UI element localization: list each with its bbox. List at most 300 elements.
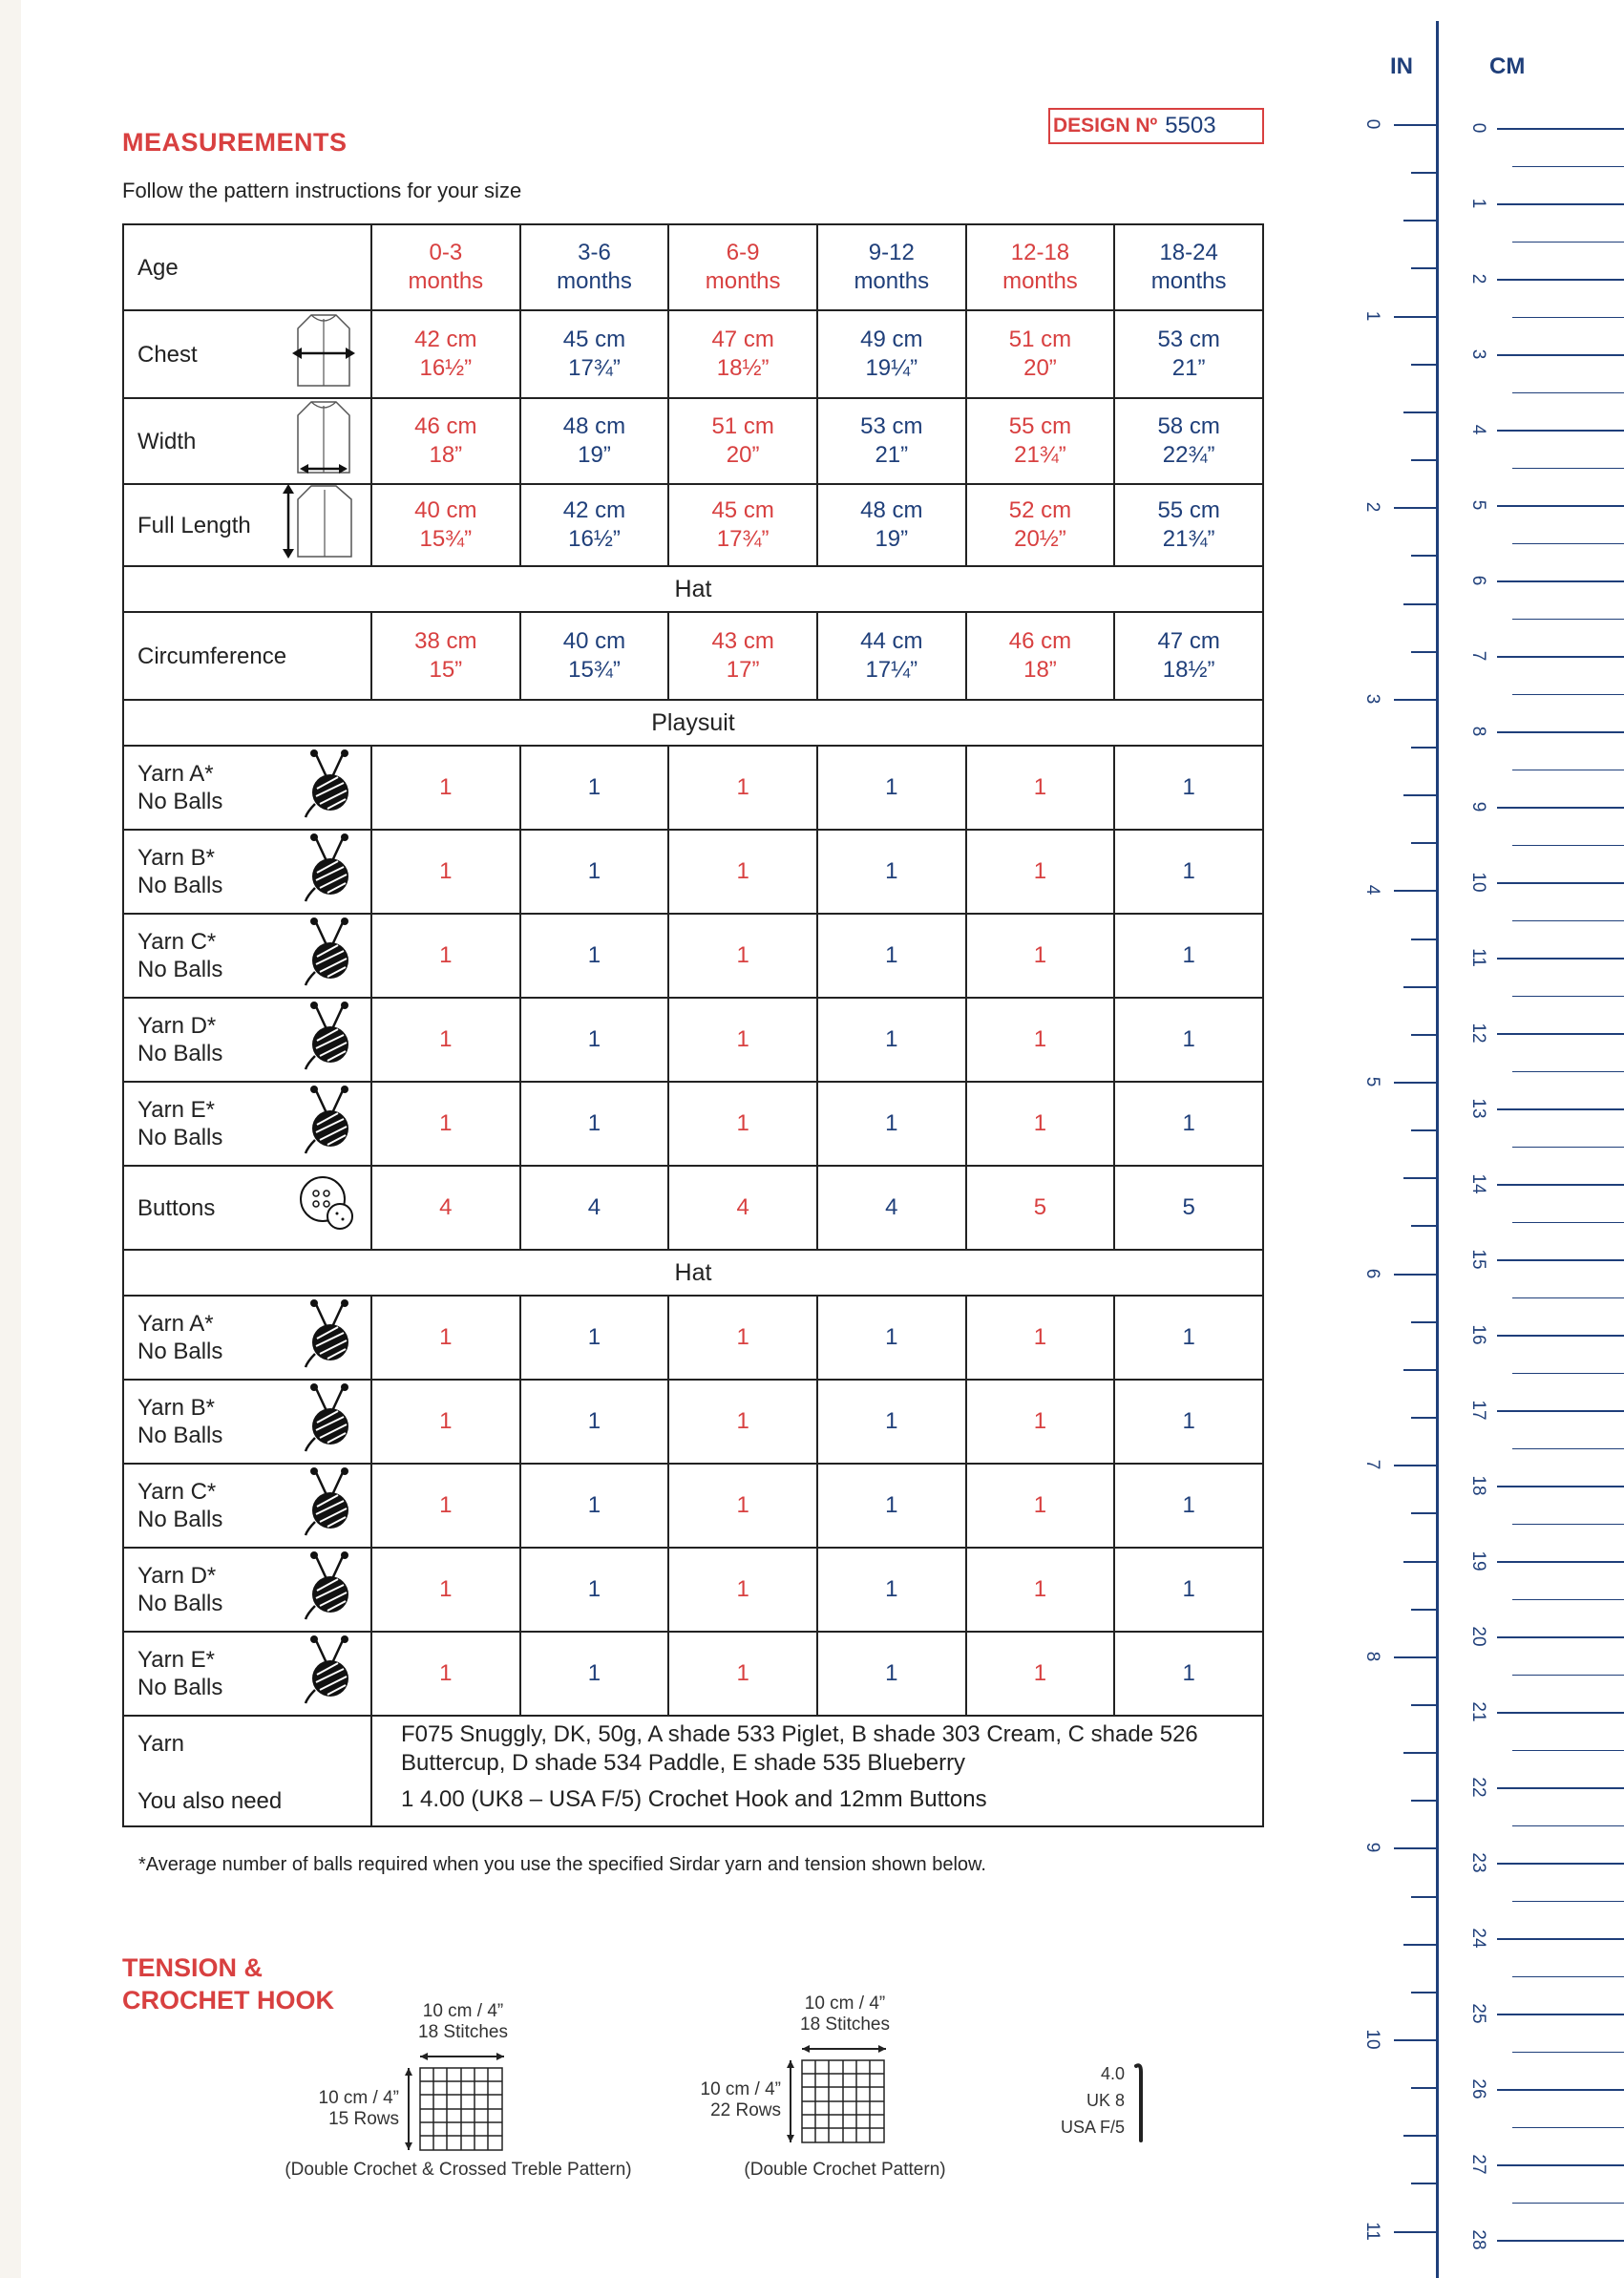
- size-value: 20½”: [1014, 526, 1066, 552]
- size-value: 17¾”: [716, 526, 770, 552]
- yarn-info-row: [123, 1716, 1263, 1826]
- size-value-cell: [817, 398, 966, 484]
- cm-number: 11: [1468, 948, 1488, 967]
- width-measure-icon: [290, 398, 357, 484]
- cm-tick: [1512, 2052, 1624, 2054]
- playsuit-yarn-row: [123, 746, 1263, 830]
- measurements-table: [122, 223, 1264, 1827]
- size-value-cell: [966, 484, 1115, 566]
- row-label: [123, 746, 371, 830]
- inch-number: 5: [1362, 1076, 1382, 1087]
- cm-number: 16: [1468, 1324, 1488, 1345]
- age-size-cell: [520, 224, 669, 310]
- buttons-row: [123, 1166, 1263, 1250]
- cm-number: 24: [1468, 1928, 1488, 1949]
- row-label: [123, 224, 371, 310]
- length-measure-icon: [281, 482, 357, 568]
- size-value-cell: 1: [371, 746, 520, 830]
- cm-tick: [1512, 920, 1624, 922]
- cm-tick: [1512, 1448, 1624, 1450]
- size-value-cell: 1: [1114, 1380, 1263, 1464]
- size-value: 18½”: [1162, 657, 1215, 683]
- size-value-cell: [668, 310, 817, 398]
- yarn-ball-icon: [302, 1382, 357, 1461]
- row-label-text: Yarn A*: [137, 1311, 214, 1337]
- size-value-cell: 1: [1114, 1632, 1263, 1716]
- hat-section-row: [123, 566, 1263, 612]
- cm-tick: [1497, 2240, 1624, 2242]
- cm-tick: [1512, 1222, 1624, 1224]
- age-size-cell: [371, 224, 520, 310]
- inch-tick: [1411, 364, 1436, 366]
- cm-tick: [1512, 392, 1624, 394]
- size-value-cell: 1: [966, 1380, 1115, 1464]
- size-value: 42 cm: [414, 327, 477, 352]
- cm-tick: [1512, 543, 1624, 545]
- inch-tick: [1411, 939, 1436, 940]
- size-value: 42 cm: [562, 497, 626, 523]
- playsuit-yarn-row: [123, 1082, 1263, 1166]
- cm-tick: [1497, 958, 1624, 960]
- size-value-cell: [371, 612, 520, 700]
- cm-tick: [1512, 166, 1624, 168]
- inch-number: 9: [1362, 1843, 1382, 1853]
- hat-yarn-row: [123, 1548, 1263, 1632]
- size-value-cell: [371, 484, 520, 566]
- size-value-cell: 1: [520, 1380, 669, 1464]
- hook-uk: UK 8: [1086, 2091, 1125, 2110]
- yarn-ball-icon: [302, 1298, 357, 1377]
- age-size-cell: [1114, 224, 1263, 310]
- size-value-cell: 5: [966, 1166, 1115, 1250]
- cm-tick: [1497, 656, 1624, 658]
- age-size-text: months: [408, 268, 484, 294]
- size-value: 21¾”: [1162, 526, 1215, 552]
- cm-number: 13: [1468, 1098, 1488, 1119]
- inch-tick: [1403, 411, 1436, 413]
- yarn-ball-icon: [302, 1085, 357, 1163]
- cm-tick: [1497, 279, 1624, 281]
- hook-size: 4.0: [1100, 2064, 1125, 2083]
- size-value: 51 cm: [1008, 327, 1072, 352]
- cm-tick: [1512, 619, 1624, 621]
- size-value-cell: [520, 398, 669, 484]
- inch-tick: [1411, 1512, 1436, 1514]
- size-value-cell: 1: [371, 1082, 520, 1166]
- yarn-ball-icon: [302, 1635, 357, 1713]
- cm-tick: [1497, 731, 1624, 733]
- size-value: 21”: [875, 442, 909, 468]
- inch-tick: [1403, 1752, 1436, 1754]
- diagram1-caption: (Double Crochet & Crossed Treble Pattern): [285, 2160, 632, 2180]
- age-size-text: 3-6: [578, 240, 611, 265]
- hook-label: [1041, 2060, 1125, 2141]
- inch-tick: [1411, 267, 1436, 269]
- size-value: 47 cm: [1157, 628, 1220, 654]
- inch-tick: [1394, 507, 1436, 509]
- cm-tick: [1497, 2164, 1624, 2166]
- size-value-cell: 1: [966, 1464, 1115, 1548]
- diagram1-top-line2: 18 Stitches: [418, 2022, 508, 2042]
- inch-tick: [1411, 651, 1436, 653]
- size-value: 38 cm: [414, 628, 477, 654]
- inch-number: 2: [1362, 501, 1382, 513]
- inch-tick: [1394, 1082, 1436, 1084]
- yarn-ball-icon: [302, 1466, 357, 1545]
- inch-tick: [1411, 1609, 1436, 1611]
- size-value-cell: 1: [1114, 914, 1263, 998]
- size-value-cell: [668, 398, 817, 484]
- size-value-cell: 1: [668, 1296, 817, 1380]
- size-value: 52 cm: [1008, 497, 1072, 523]
- row-label-text: No Balls: [137, 1041, 223, 1066]
- row-label: [123, 1464, 371, 1548]
- cm-number: 26: [1468, 2078, 1488, 2099]
- size-value-cell: 1: [371, 1464, 520, 1548]
- inch-tick: [1411, 2087, 1436, 2089]
- row-label: [123, 398, 371, 484]
- size-value: 53 cm: [1157, 327, 1220, 352]
- cm-number: 9: [1468, 801, 1488, 812]
- size-value: 46 cm: [414, 413, 477, 439]
- yarn-ball-icon: [302, 833, 357, 911]
- inch-tick: [1403, 1177, 1436, 1179]
- size-value-cell: [520, 310, 669, 398]
- ruler-in-label: IN: [1390, 53, 1413, 79]
- inch-tick: [1411, 1417, 1436, 1419]
- size-value-cell: [817, 484, 966, 566]
- design-label: DESIGN Nº: [1053, 115, 1158, 137]
- size-value: 58 cm: [1157, 413, 1220, 439]
- size-value-cell: 1: [1114, 1548, 1263, 1632]
- diagram1-top-label: [401, 2001, 525, 2043]
- row-label-text: No Balls: [137, 1675, 223, 1700]
- age-size-text: 18-24: [1159, 240, 1218, 265]
- cm-number: 28: [1468, 2229, 1488, 2250]
- row-label: [123, 998, 371, 1082]
- size-value-cell: [371, 310, 520, 398]
- row-label-text: Age: [137, 254, 179, 281]
- size-value-cell: [817, 612, 966, 700]
- tension-title-line2: CROCHET HOOK: [122, 1986, 334, 2014]
- cm-number: 17: [1468, 1400, 1488, 1421]
- size-value-cell: 1: [371, 1380, 520, 1464]
- row-label-text: Yarn E*: [137, 1647, 215, 1673]
- also-need-label: You also need: [137, 1788, 283, 1814]
- size-value-cell: 5: [1114, 1166, 1263, 1250]
- inch-tick: [1411, 1992, 1436, 1993]
- inch-tick: [1394, 1847, 1436, 1849]
- age-size-text: months: [705, 268, 781, 294]
- size-value-cell: 1: [817, 1464, 966, 1548]
- row-label-text: Yarn C*: [137, 929, 217, 955]
- row-label-text: Chest: [137, 341, 198, 368]
- cm-number: 15: [1468, 1249, 1488, 1270]
- hat-yarn-row: [123, 1632, 1263, 1716]
- playsuit-yarn-row: [123, 830, 1263, 914]
- size-value: 48 cm: [562, 413, 626, 439]
- size-value-cell: [1114, 310, 1263, 398]
- size-value: 53 cm: [860, 413, 923, 439]
- age-size-text: months: [854, 268, 930, 294]
- size-value-cell: 1: [371, 998, 520, 1082]
- size-value-cell: 1: [520, 746, 669, 830]
- size-value-cell: 1: [520, 830, 669, 914]
- size-value-cell: 1: [520, 1296, 669, 1380]
- cm-tick: [1497, 1787, 1624, 1789]
- crochet-hook-icon: [1132, 2060, 1149, 2146]
- size-value-cell: 1: [966, 1082, 1115, 1166]
- cm-number: 18: [1468, 1475, 1488, 1496]
- cm-tick: [1512, 1825, 1624, 1827]
- size-value-cell: 1: [817, 1548, 966, 1632]
- ruler-spine: [1436, 21, 1439, 2278]
- cm-tick: [1497, 1184, 1624, 1186]
- tension-title-line1: TENSION &: [122, 1953, 264, 1982]
- cm-tick: [1512, 242, 1624, 243]
- size-value-cell: 4: [520, 1166, 669, 1250]
- size-value-cell: [668, 612, 817, 700]
- cm-tick: [1512, 694, 1624, 696]
- inch-tick: [1411, 2183, 1436, 2184]
- yarn-info-labels: [123, 1716, 371, 1826]
- size-value-cell: 4: [371, 1166, 520, 1250]
- row-label: [123, 830, 371, 914]
- cm-tick: [1512, 1675, 1624, 1677]
- row-label: [123, 1296, 371, 1380]
- row-label-text: Yarn A*: [137, 761, 214, 787]
- size-value: 44 cm: [860, 628, 923, 654]
- cm-tick: [1512, 1599, 1624, 1601]
- inch-tick: [1403, 2135, 1436, 2137]
- size-value: 21¾”: [1014, 442, 1066, 468]
- size-value-cell: 1: [966, 1296, 1115, 1380]
- size-value-cell: [966, 612, 1115, 700]
- size-value-cell: 1: [966, 998, 1115, 1082]
- row-label-text: No Balls: [137, 873, 223, 898]
- cm-number: 19: [1468, 1550, 1488, 1571]
- size-value: 16½”: [419, 355, 473, 381]
- cm-tick: [1497, 1033, 1624, 1035]
- size-value-cell: [520, 612, 669, 700]
- row-label-text: No Balls: [137, 957, 223, 982]
- cm-tick: [1497, 1636, 1624, 1638]
- cm-number: 22: [1468, 1777, 1488, 1798]
- cm-tick: [1497, 1938, 1624, 1940]
- age-size-text: months: [1150, 268, 1227, 294]
- cm-tick: [1512, 1901, 1624, 1903]
- cm-number: 1: [1468, 198, 1488, 209]
- size-value: 21”: [1171, 355, 1206, 381]
- cm-tick: [1497, 203, 1624, 205]
- size-value-cell: 1: [668, 746, 817, 830]
- inch-tick: [1403, 603, 1436, 605]
- inch-tick: [1394, 124, 1436, 126]
- diagram1-top-line1: 10 cm / 4”: [422, 2001, 504, 2021]
- row-label-text: No Balls: [137, 1339, 223, 1364]
- size-value-cell: [1114, 398, 1263, 484]
- inch-tick: [1411, 1896, 1436, 1898]
- cm-number: 20: [1468, 1626, 1488, 1647]
- row-label-text: No Balls: [137, 1125, 223, 1150]
- size-value-cell: 1: [817, 1632, 966, 1716]
- cm-tick: [1512, 1524, 1624, 1526]
- inch-tick: [1411, 842, 1436, 844]
- size-value-cell: 1: [817, 914, 966, 998]
- inch-tick: [1394, 316, 1436, 318]
- cm-number: 2: [1468, 273, 1488, 285]
- size-value-cell: 1: [966, 830, 1115, 914]
- inch-tick: [1403, 1561, 1436, 1563]
- row-label-text: Yarn C*: [137, 1479, 217, 1505]
- tension-title: [122, 1951, 334, 2016]
- size-value: 55 cm: [1157, 497, 1220, 523]
- section-heading: Hat: [123, 1250, 1263, 1296]
- size-value-cell: 1: [371, 914, 520, 998]
- size-value: 22¾”: [1162, 442, 1215, 468]
- inch-tick: [1403, 220, 1436, 221]
- cm-tick: [1512, 770, 1624, 771]
- section-heading: Playsuit: [123, 700, 1263, 746]
- size-value: 45 cm: [711, 497, 774, 523]
- cm-tick: [1497, 354, 1624, 356]
- age-size-cell: [966, 224, 1115, 310]
- hat-yarn-row: [123, 1296, 1263, 1380]
- row-label-text: Width: [137, 428, 197, 454]
- size-value: 49 cm: [860, 327, 923, 352]
- row-label: [123, 1632, 371, 1716]
- cm-tick: [1497, 1712, 1624, 1714]
- size-value-cell: 1: [520, 1464, 669, 1548]
- size-value-cell: 1: [817, 1082, 966, 1166]
- cm-tick: [1497, 1410, 1624, 1412]
- size-value: 47 cm: [711, 327, 774, 352]
- inch-tick: [1411, 1800, 1436, 1802]
- size-value: 18”: [1023, 657, 1057, 683]
- cm-tick: [1497, 882, 1624, 884]
- cm-tick: [1512, 996, 1624, 998]
- cm-tick: [1512, 468, 1624, 470]
- diagram2-side-label: [685, 2079, 781, 2121]
- size-value-cell: 1: [1114, 998, 1263, 1082]
- yarn-ball-icon: [302, 1001, 357, 1079]
- footnote: *Average number of balls required when you use the specified Sirdar yarn and tension shown below.: [138, 1854, 986, 1875]
- cm-number: 21: [1468, 1701, 1488, 1722]
- size-value-cell: 1: [966, 914, 1115, 998]
- row-label: [123, 484, 371, 566]
- row-label-text: Yarn B*: [137, 1395, 215, 1421]
- diagram1-side-line1: 10 cm / 4”: [318, 2088, 399, 2108]
- cm-number: 12: [1468, 1023, 1488, 1044]
- row-label-text: Full Length: [137, 512, 251, 538]
- inch-number: 7: [1362, 1459, 1382, 1470]
- size-value-cell: 1: [966, 1632, 1115, 1716]
- row-label: [123, 310, 371, 398]
- row-label-text: Yarn E*: [137, 1097, 215, 1123]
- size-value-cell: 1: [817, 998, 966, 1082]
- tension-grid-icon: [399, 2047, 509, 2154]
- cm-number: 14: [1468, 1173, 1488, 1194]
- row-label-text: Yarn B*: [137, 845, 215, 871]
- cm-tick: [1512, 1297, 1624, 1299]
- size-value: 15”: [429, 657, 463, 683]
- size-value-cell: 1: [668, 830, 817, 914]
- inch-number: 4: [1362, 885, 1382, 896]
- size-value: 43 cm: [711, 628, 774, 654]
- cm-number: 10: [1468, 872, 1488, 893]
- diagram2-top-line1: 10 cm / 4”: [804, 1993, 886, 2014]
- size-value-cell: 1: [817, 830, 966, 914]
- size-value-cell: 1: [668, 1464, 817, 1548]
- cm-tick: [1497, 1108, 1624, 1110]
- inch-number: 1: [1362, 310, 1382, 321]
- cm-tick: [1497, 807, 1624, 809]
- size-value: 17¾”: [568, 355, 621, 381]
- age-size-text: 0-3: [429, 240, 463, 265]
- cm-number: 25: [1468, 2003, 1488, 2024]
- yarn-description: F075 Snuggly, DK, 50g, A shade 533 Piglet, B shade 303 Cream, C shade 526 Buttercup, D shade 534 Paddle, E shade 535 Blueberry: [401, 1721, 1198, 1776]
- yarn-label: Yarn: [137, 1731, 184, 1757]
- playsuit-yarn-row: [123, 914, 1263, 998]
- size-value: 51 cm: [711, 413, 774, 439]
- size-value-cell: 1: [520, 1082, 669, 1166]
- size-value: 16½”: [568, 526, 621, 552]
- inch-tick: [1411, 747, 1436, 749]
- also-need-text: 1 4.00 (UK8 – USA F/5) Crochet Hook and 12mm Buttons: [401, 1786, 987, 1812]
- size-value: 17¼”: [865, 657, 918, 683]
- measure-row: [123, 310, 1263, 398]
- cm-tick: [1512, 1976, 1624, 1978]
- size-value-cell: 1: [371, 830, 520, 914]
- row-label: [123, 1548, 371, 1632]
- section-heading: Hat: [123, 566, 1263, 612]
- yarn-info-text: [371, 1716, 1263, 1826]
- page-edge-strip: [0, 0, 21, 2278]
- size-value-cell: 1: [817, 746, 966, 830]
- row-label-text: Buttons: [137, 1194, 216, 1221]
- inch-tick: [1403, 794, 1436, 796]
- cm-number: 6: [1468, 575, 1488, 586]
- ruler-cm-label: CM: [1489, 53, 1526, 79]
- inch-tick: [1411, 1034, 1436, 1036]
- row-label-text: No Balls: [137, 1507, 223, 1532]
- cm-tick: [1512, 2203, 1624, 2204]
- cm-number: 3: [1468, 348, 1488, 360]
- age-size-text: months: [557, 268, 632, 294]
- cm-number: 27: [1468, 2154, 1488, 2175]
- size-value: 40 cm: [414, 497, 477, 523]
- size-value: 15¾”: [568, 657, 621, 683]
- cm-tick: [1512, 1071, 1624, 1073]
- size-value-cell: 1: [668, 1082, 817, 1166]
- age-size-cell: [817, 224, 966, 310]
- size-value-cell: 1: [520, 914, 669, 998]
- inch-number: 3: [1362, 693, 1382, 705]
- size-value-cell: 1: [371, 1296, 520, 1380]
- button-icon: [298, 1174, 357, 1241]
- row-label-text: Circumference: [137, 643, 287, 669]
- size-value-cell: 1: [817, 1380, 966, 1464]
- size-value-cell: 1: [1114, 746, 1263, 830]
- inch-number: 6: [1362, 1268, 1382, 1278]
- hat-section-row-2: [123, 1250, 1263, 1296]
- inch-tick: [1411, 459, 1436, 461]
- cm-tick: [1512, 845, 1624, 847]
- size-value-cell: 1: [817, 1296, 966, 1380]
- size-value: 15¾”: [419, 526, 473, 552]
- size-value-cell: 1: [668, 914, 817, 998]
- measurements-title: MEASUREMENTS: [122, 128, 348, 157]
